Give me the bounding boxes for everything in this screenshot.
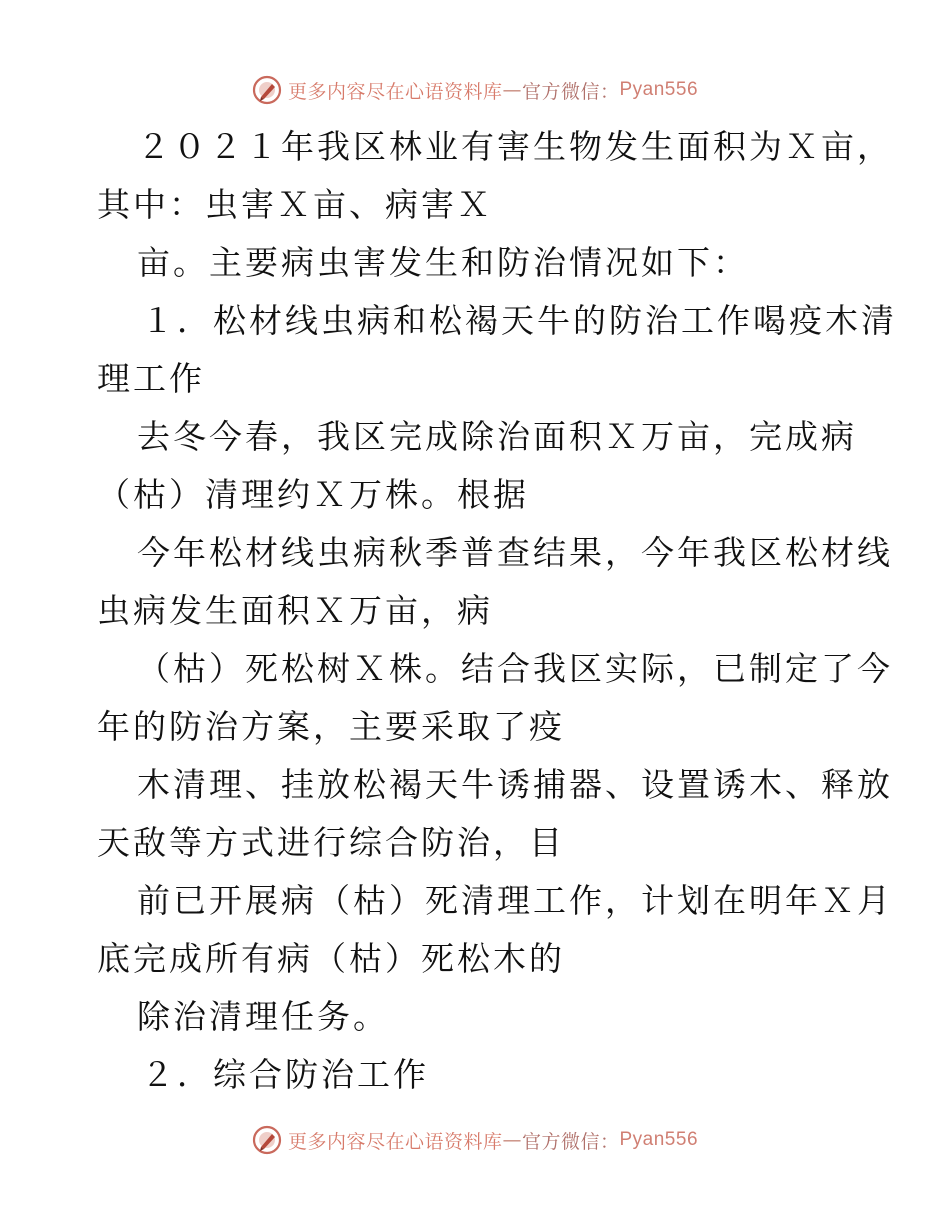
pen-logo-icon [252, 75, 282, 105]
body-line-15: 底完成所有病（枯）死松木的 [97, 939, 565, 978]
footer-watermark [0, 1120, 950, 1160]
body-line-14: 前已开展病（枯）死清理工作，计划在明年Ｘ月 [137, 881, 893, 920]
body-line-8: 今年松材线虫病秋季普查结果，今年我区松材线 [137, 533, 893, 572]
watermark-main-text: 更多内容尽在心语资料库 [287, 80, 503, 103]
body-line-16: 除治清理任务。 [137, 997, 389, 1036]
pen-logo-icon [252, 1125, 282, 1155]
watermark-dash: — [502, 1129, 522, 1151]
body-line-10: （枯）死松树Ｘ株。结合我区实际，已制定了今 [137, 649, 893, 688]
body-line-6: 去冬今春，我区完成除治面积Ｘ万亩，完成病 [137, 417, 857, 456]
body-line-13: 天敌等方式进行综合防治，目 [97, 823, 565, 862]
body-line-7: （枯）清理约Ｘ万株。根据 [97, 475, 529, 514]
body-line-4: １．松材线虫病和松褐天牛的防治工作喝疫木清 [141, 301, 897, 340]
body-line-17: ２．综合防治工作 [141, 1055, 429, 1094]
body-line-9: 虫病发生面积Ｘ万亩，病 [97, 591, 493, 630]
watermark-sub-text: 官方微信： [521, 1130, 620, 1153]
document-body [97, 118, 897, 1104]
body-line-3: 亩。主要病虫害发生和防治情况如下： [137, 243, 749, 282]
watermark-sub-text: 官方微信： [521, 80, 620, 103]
body-line-11: 年的防治方案，主要采取了疫 [97, 707, 565, 746]
body-line-12: 木清理、挂放松褐天牛诱捕器、设置诱木、释放 [137, 765, 893, 804]
body-line-2: 其中：虫害Ｘ亩、病害Ｘ [97, 185, 493, 224]
body-line-5: 理工作 [97, 359, 205, 398]
header-watermark [0, 70, 950, 110]
watermark-dash: — [502, 79, 522, 101]
watermark-main-text: 更多内容尽在心语资料库 [287, 1130, 503, 1153]
watermark-id: Pyan556 [619, 79, 699, 100]
body-line-1: ２０２１年我区林业有害生物发生面积为Ｘ亩， [137, 127, 893, 166]
watermark-id: Pyan556 [619, 1129, 699, 1150]
